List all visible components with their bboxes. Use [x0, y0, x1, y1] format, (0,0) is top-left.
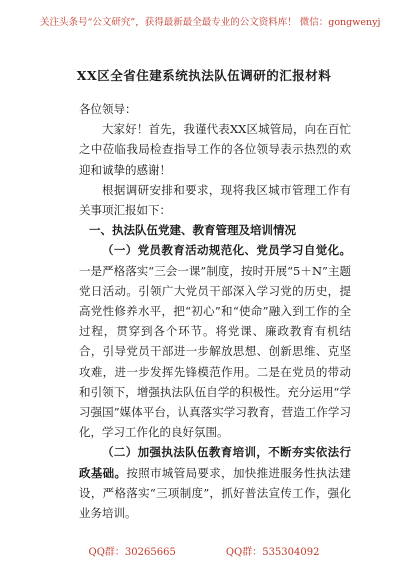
header-notice: 关注头条号“公文研究”，获得最新最全最专业的公文资料库！ 微信：gongwenyj [40, 17, 381, 28]
section-heading-1: 一、执法队伍党建、教育管理及培训情况 [89, 223, 296, 238]
subsection-1-text: 一是严格落实“三会一课”制度，按时开展“5＋N”主题党日活动。引领广大党员干部深入学习党的历史，提高党性修养水平，把“初心”和“使命”融入到工作的全过程，贯穿到各个环节。将党课、廉政教育有机结合，引导党员干部进一步解放思想、创新思维、克坚攻难，进一步发挥先锋模范作用。二是在党员的带动和引领下，增强执法队伍自学的积极性。充分运用“学习强国”媒体平台，认真落实学习教育，营造工作学习化，学习工作化的良好氛围。 [79, 263, 351, 440]
footer-qq-left: QQ群：30265665 [88, 547, 176, 558]
footer-qq-right: QQ群：535304092 [225, 547, 320, 558]
salutation: 各位领导： [79, 102, 137, 116]
document-body [79, 99, 351, 523]
document-title: XX区全省住建系统执法队伍调研的汇报材料 [76, 68, 332, 83]
subsection-2-lead: （二）加强执法队伍教育培训，不断夯实依法行政基础。 [79, 445, 351, 480]
subsection-2 [79, 442, 351, 523]
paragraph-intro: 根据调研安排和要求，现将我区城市管理工作有关事项汇报如下： [79, 182, 351, 218]
subsection-1-lead: （一）党员教育活动规范化、党员学习自觉化。 [102, 243, 351, 258]
subsection-1 [79, 240, 351, 442]
subsection-2-text: 按照市城管局要求，加快推进服务性执法建设，严格落实“三项制度”，抓好普法宣传工作，强化业务培训。 [79, 465, 352, 521]
paragraph-greeting: 大家好！首先，我谨代表XX区城管局，向在百忙之中莅临我局检查指导工作的各位领导表示热烈的欢迎和诚挚的感谢！ [79, 122, 351, 177]
footer-contact [40, 543, 368, 558]
